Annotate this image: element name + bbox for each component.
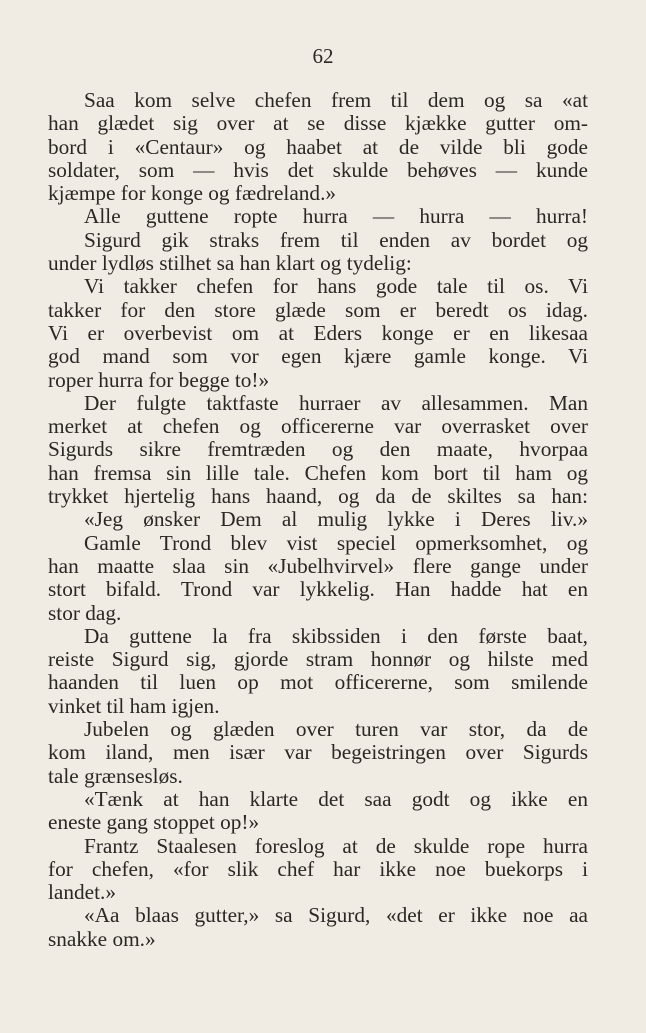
text-line: haanden til luen op mot officererne, som smilende bbox=[48, 670, 588, 695]
text-line: god mand som vor egen kjære gamle konge. Vi bbox=[48, 344, 588, 369]
text-line: Der fulgte taktfaste hurraer av allesammen. Man bbox=[84, 390, 588, 415]
text-line: for chefen, «for slik chef har ikke noe buekorps i bbox=[48, 856, 588, 881]
text-line: Frantz Staalesen foreslog at de skulde rope hurra bbox=[84, 833, 588, 858]
body-text bbox=[48, 89, 588, 951]
text-line: Sigurd gik straks frem til enden av bordet og bbox=[84, 227, 588, 252]
text-line: «Jeg ønsker Dem al mulig lykke i Deres liv.» bbox=[84, 507, 588, 532]
text-line: bord i «Centaur» og haabet at de vilde bli gode bbox=[48, 134, 588, 159]
text-line: Alle guttene ropte hurra — hurra — hurra! bbox=[84, 204, 588, 229]
text-line: under lydløs stilhet sa han klart og tydelig: bbox=[48, 251, 412, 276]
text-line: landet.» bbox=[48, 880, 117, 905]
text-line: stor dag. bbox=[48, 600, 122, 625]
text-line: han fremsa sin lille tale. Chefen kom bort til ham og bbox=[48, 460, 588, 485]
text-line: Vi er overbevist om at Eders konge er en likesaa bbox=[48, 320, 588, 345]
text-line: soldater, som — hvis det skulde behøves — kunde bbox=[48, 157, 588, 182]
text-line: tale grænsesløs. bbox=[48, 763, 183, 788]
text-line: Da guttene la fra skibssiden i den første baat, bbox=[84, 623, 588, 648]
page-number: 62 bbox=[312, 44, 334, 68]
text-line: trykket hjertelig hans haand, og da de skiltes sa han: bbox=[48, 484, 588, 509]
text-line: kom iland, men især var begeistringen over Sigurds bbox=[48, 740, 588, 765]
text-line: takker for den store glæde som er beredt os idag. bbox=[48, 297, 588, 322]
text-line: vinket til ham igjen. bbox=[48, 693, 220, 718]
text-line: han maatte slaa sin «Jubelhvirvel» flere gange under bbox=[48, 553, 588, 578]
text-line: reiste Sigurd sig, gjorde stram honnør og hilste med bbox=[48, 647, 588, 672]
text-line: roper hurra for begge to!» bbox=[48, 367, 270, 392]
text-line: han glædet sig over at se disse kjække gutter om- bbox=[48, 111, 588, 136]
text-line: Gamle Trond blev vist speciel opmerksomhet, og bbox=[84, 530, 588, 555]
text-line: merket at chefen og officererne var overrasket over bbox=[48, 414, 588, 439]
text-line: eneste gang stoppet op!» bbox=[48, 810, 260, 835]
text-line: Vi takker chefen for hans gode tale til os. Vi bbox=[84, 274, 588, 299]
text-line: Jubelen og glæden over turen var stor, da de bbox=[84, 717, 588, 742]
text-line: Sigurds sikre fremtræden og den maate, hvorpaa bbox=[48, 437, 588, 462]
text-line: Saa kom selve chefen frem til dem og sa «at bbox=[84, 88, 588, 112]
text-line: kjæmpe for konge og fædreland.» bbox=[48, 181, 337, 206]
text-line: «Aa blaas gutter,» sa Sigurd, «det er ikke noe aa bbox=[84, 903, 588, 928]
text-line: «Tænk at han klarte det saa godt og ikke en bbox=[84, 786, 588, 811]
text-line: stort bifald. Trond var lykkelig. Han hadde hat en bbox=[48, 577, 588, 602]
text-line: snakke om.» bbox=[48, 926, 156, 951]
